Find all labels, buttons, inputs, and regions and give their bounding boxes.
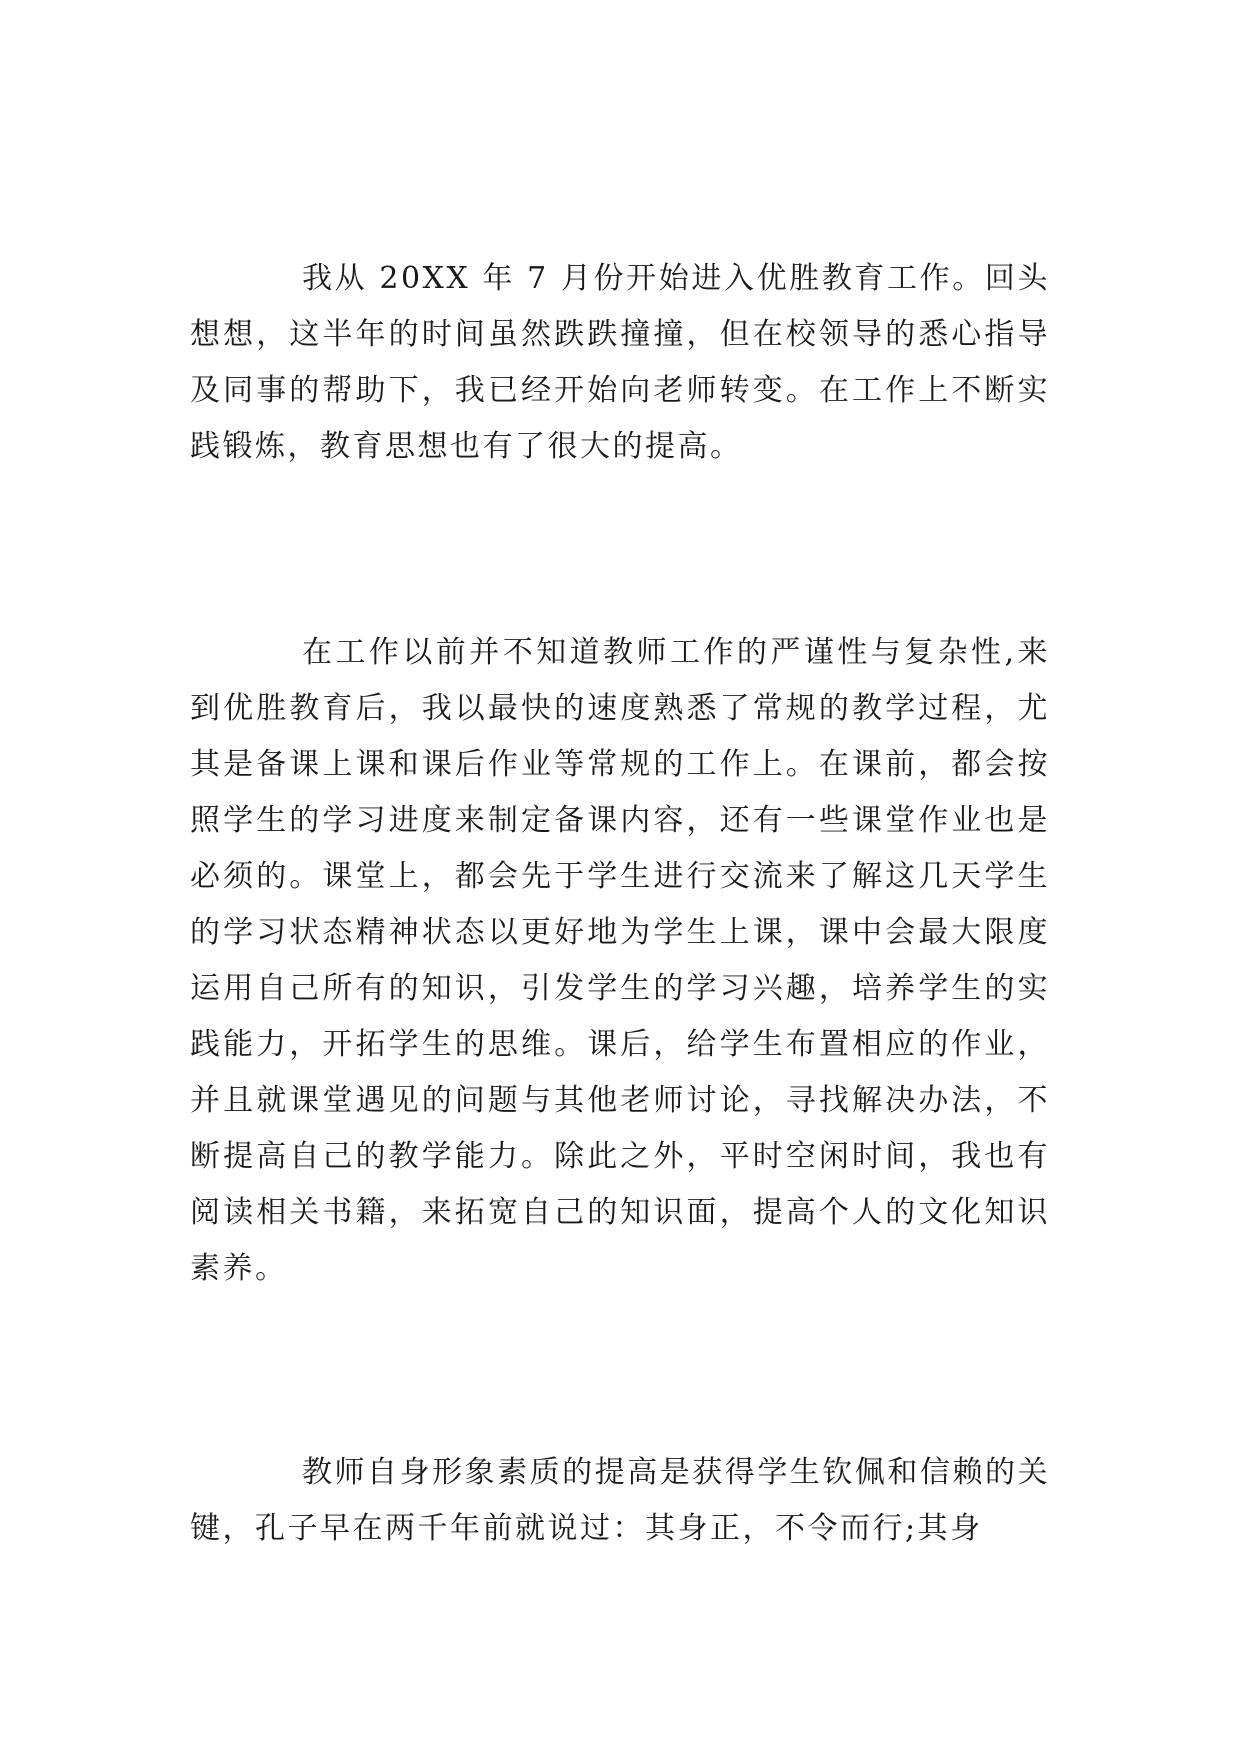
paragraph-1: 我从 20XX 年 7 月份开始进入优胜教育工作。回头想想，这半年的时间虽然跌跌撞撞，但在校领导的悉心指导及同事的帮助下，我已经开始向老师转变。在工作上不断实践锻炼，教育思想也有了很大的提高。 xyxy=(190,261,1050,464)
paragraph-3: 教师自身形象素质的提高是获得学生钦佩和信赖的关键，孔子早在两千年前就说过：其身正，不令而行;其身 xyxy=(190,1455,1050,1546)
paragraph-2: 在工作以前并不知道教师工作的严谨性与复杂性,来到优胜教育后，我以最快的速度熟悉了常规的教学过程，尤其是备课上课和课后作业等常规的工作上。在课前，都会按照学生的学习进度来制定备课内容，还有一些课堂作业也是必须的。课堂上，都会先于学生进行交流来了解这几天学生的学习状态精神状态以更好地为学生上课，课中会最大限度运用自己所有的知识，引发学生的学习兴趣，培养学生的实践能力，开拓学生的思维。课后，给学生布置相应的作业，并且就课堂遇见的问题与其他老师讨论，寻找解决办法，不断提高自己的教学能力。除此之外，平时空闲时间，我也有阅读相关书籍，来拓宽自己的知识面，提高个人的文化知识素养。 xyxy=(190,635,1050,1286)
